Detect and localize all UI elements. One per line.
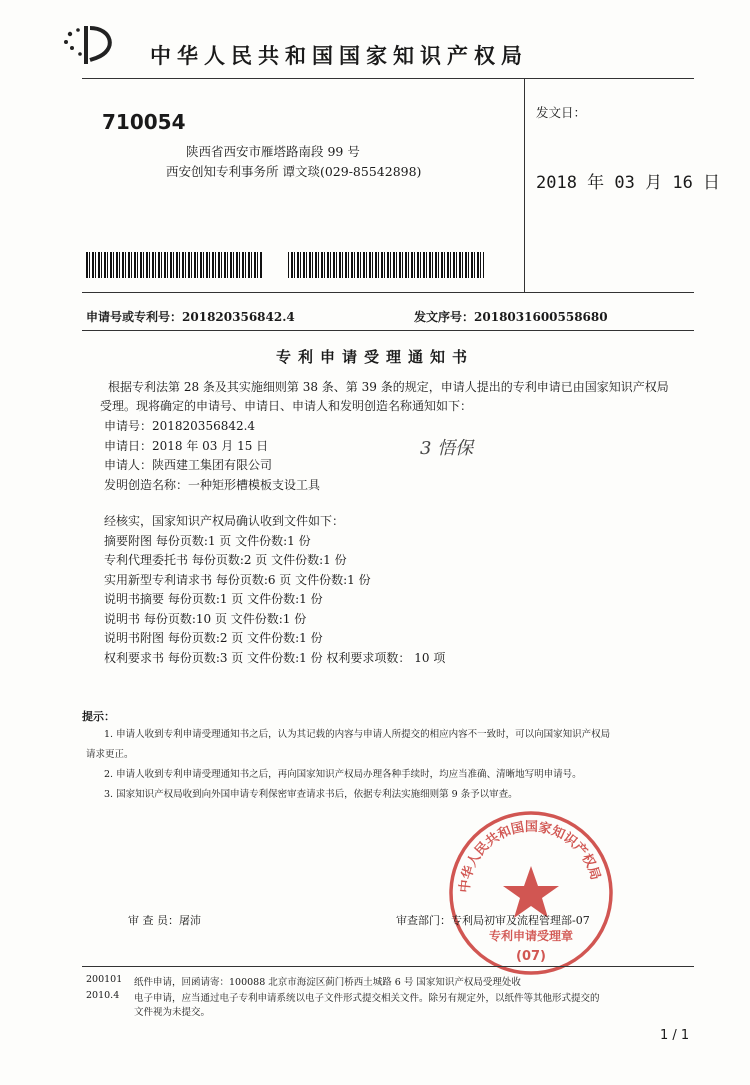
documents-received <box>104 512 445 668</box>
postcode: 710054 <box>102 110 186 134</box>
notice-intro <box>100 378 704 416</box>
doc-serial-value: 2018031600558680 <box>474 310 608 324</box>
seal-ring-text: 中华人民共和国国家知识产权局 <box>457 819 603 894</box>
agency-contact: 西安创知专利事务所 谭文琰(029-85542898) <box>166 164 422 179</box>
notice-title: 专利申请受理通知书 <box>275 348 474 366</box>
divider <box>82 966 694 967</box>
footer-line: 纸件申请，回函请寄：100088 北京市海淀区蓟门桥西土城路 6 号 国家知识产权局受理处收 <box>134 977 521 988</box>
recipient-address: 陕西省西安市雁塔路南段 99 号 <box>186 144 360 159</box>
barcode-icon <box>288 252 484 278</box>
hint-item: 请求更正。 <box>86 749 134 760</box>
issue-date-label: 发文日： <box>536 105 587 120</box>
hints-label: 提示： <box>82 710 115 723</box>
official-seal-icon <box>446 808 616 978</box>
documents-intro: 经核实，国家知识产权局确认收到文件如下： <box>104 514 345 528</box>
divider <box>524 78 525 292</box>
issue-date-value: 2018 年 03 月 16 日 <box>536 173 721 193</box>
intro-line: 受理。现将确定的申请号、申请日、申请人和发明创造名称通知如下： <box>100 399 473 413</box>
intro-line: 根据专利法第 28 条及其实施细则第 38 条、第 39 条的规定，申请人提出的专利申请已由国家知识产权局 <box>108 380 669 394</box>
divider <box>82 78 694 79</box>
cnipa-logo-icon <box>60 22 122 66</box>
hint-item: 3. 国家知识产权局收到向外国申请专利保密审查请求书后，依据专利法实施细则第 9 条予以审查。 <box>104 789 518 800</box>
page-number: 1 / 1 <box>660 1028 690 1043</box>
app-no-row <box>86 308 295 325</box>
document-item: 说明书附图 每份页数:2 页 文件份数:1 份 <box>104 631 323 645</box>
divider <box>82 292 694 293</box>
doc-serial-label: 发文序号： <box>414 310 475 324</box>
document-item: 说明书 每份页数:10 页 文件份数:1 份 <box>104 611 307 626</box>
seal-number: (07) <box>516 949 546 964</box>
footer-code: 2010.4 <box>86 990 120 1001</box>
hint-item: 2. 申请人收到专利申请受理通知书之后，再向国家知识产权局办理各种手续时，均应当准确、清晰地写明申请号。 <box>104 769 582 780</box>
document-item: 摘要附图 每份页数:1 页 文件份数:1 份 <box>104 533 311 548</box>
document-item: 专利代理委托书 每份页数:2 页 文件份数:1 份 <box>104 553 347 567</box>
org-title: 中华人民共和国国家知识产权局 <box>150 44 528 68</box>
footer-code: 200101 <box>86 974 123 985</box>
document-item: 说明书摘要 每份页数:1 页 文件份数:1 份 <box>104 592 323 606</box>
footer-line: 文件视为未提交。 <box>134 1007 211 1018</box>
divider <box>82 330 694 331</box>
seal-inner-text: 专利申请受理章 <box>488 929 574 943</box>
applicant-line: 申请人：陕西建工集团有限公司 <box>104 458 273 472</box>
application-details <box>104 417 320 495</box>
doc-serial-row <box>414 308 608 325</box>
review-dept: 审查部门：专利局初审及流程管理部-07 <box>396 914 590 927</box>
barcode-icon <box>86 252 262 278</box>
invention-name-line: 发明创造名称：一种矩形槽模板支设工具 <box>104 477 321 492</box>
document-item: 实用新型专利请求书 每份页数:6 页 文件份数:1 份 <box>104 572 371 587</box>
document-item: 权利要求书 每份页数:3 页 文件份数:1 份 权利要求项数： 10 项 <box>104 650 446 665</box>
app-no-value: 201820356842.4 <box>182 310 295 324</box>
handwritten-note: 3 悟保 <box>420 438 474 459</box>
footer-line: 电子申请，应当通过电子专利申请系统以电子文件形式提交相关文件。除另有规定外，以纸件等其他形式提交的 <box>134 993 600 1004</box>
app-no-line: 申请号：201820356842.4 <box>104 419 256 433</box>
app-no-label: 申请号或专利号： <box>86 310 183 324</box>
app-date-line: 申请日：2018 年 03 月 15 日 <box>104 438 269 453</box>
hint-item: 1. 申请人收到专利申请受理通知书之后，认为其记载的内容与申请人所提交的相应内容不一致时，可以向国家知识产权局 <box>104 729 611 740</box>
reviewer: 审 查 员：屠沛 <box>128 914 201 927</box>
